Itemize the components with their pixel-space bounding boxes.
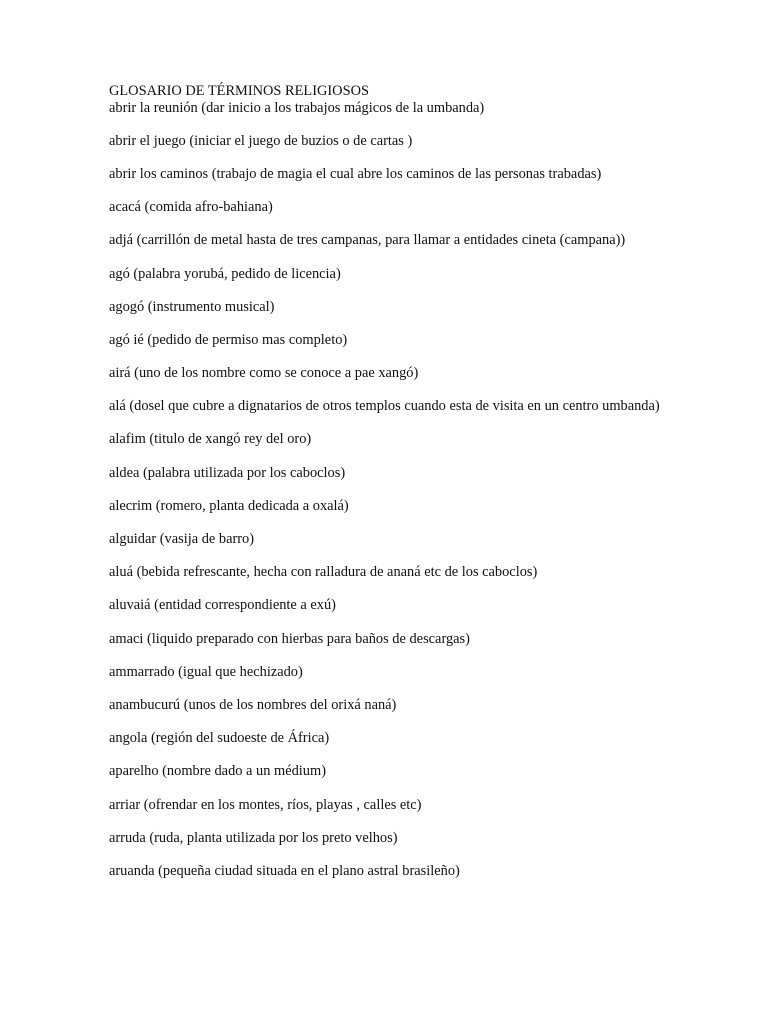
glossary-entry: aparelho (nombre dado a un médium) <box>109 763 326 780</box>
glossary-entry: agogó (instrumento musical) <box>109 298 275 315</box>
glossary-entry: agó ié (pedido de permiso mas completo) <box>109 331 348 348</box>
glossary-entry: acacá (comida afro-bahiana) <box>109 199 273 216</box>
glossary-entry: aluá (bebida refrescante, hecha con ralladura de ananá etc de los caboclos) <box>109 564 538 581</box>
glossary-entry: alguidar (vasija de barro) <box>109 531 255 548</box>
glossary-entry: arruda (ruda, planta utilizada por los preto velhos) <box>109 829 398 846</box>
glossary-entry: aruanda (pequeña ciudad situada en el plano astral brasileño) <box>109 862 460 879</box>
document-title: GLOSARIO DE TÉRMINOS RELIGIOSOS <box>109 83 369 99</box>
glossary-entry: aluvaiá (entidad correspondiente a exú) <box>109 597 336 614</box>
glossary-entry: aldea (palabra utilizada por los caboclos) <box>109 464 346 481</box>
glossary-entry: amaci (liquido preparado con hierbas para baños de descargas) <box>109 630 470 647</box>
glossary-entry: angola (región del sudoeste de África) <box>109 730 330 747</box>
glossary-entry: abrir la reunión (dar inicio a los trabajos mágicos de la umbanda) <box>109 99 485 116</box>
glossary-entry: alá (dosel que cubre a dignatarios de otros templos cuando esta de visita en un centro umbanda) <box>109 398 660 415</box>
document-body <box>109 83 669 896</box>
glossary-list <box>109 100 669 880</box>
glossary-entry: agó (palabra yorubá, pedido de licencia) <box>109 265 341 282</box>
glossary-entry: ammarrado (igual que hechizado) <box>109 663 303 680</box>
glossary-entry: abrir el juego (iniciar el juego de buzios o de cartas ) <box>109 132 413 149</box>
glossary-entry: abrir los caminos (trabajo de magia el cual abre los caminos de las personas trabadas) <box>109 165 602 182</box>
glossary-entry: airá (uno de los nombre como se conoce a pae xangó) <box>109 365 419 382</box>
glossary-entry: alecrim (romero, planta dedicada a oxalá) <box>109 497 349 514</box>
glossary-entry: anambucurú (unos de los nombres del orixá naná) <box>109 696 397 713</box>
glossary-entry: arriar (ofrendar en los montes, ríos, playas , calles etc) <box>109 796 422 813</box>
glossary-entry: alafim (titulo de xangó rey del oro) <box>109 431 312 448</box>
glossary-entry: adjá (carrillón de metal hasta de tres campanas, para llamar a entidades cineta (campana)) <box>109 232 626 249</box>
